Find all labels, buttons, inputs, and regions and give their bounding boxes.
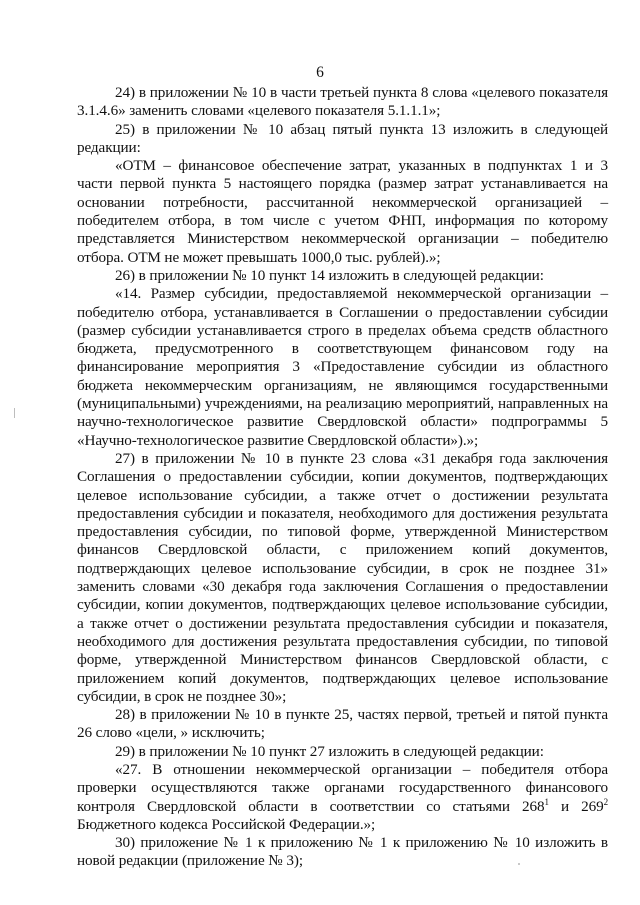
- paragraph-item-25: 25) в приложении № 10 абзац пятый пункта 13 изложить в следующей редакции:: [77, 120, 608, 156]
- paragraph-quote-26: «14. Размер субсидии, предоставляемой некоммерческой организации – победителю отбора, устанавливается в Соглашении о предоставлении субсидии (размер субсидии устанавливается строго в пределах объема средств областного бюджета, предусмотренного в соответствующем финансовом году на финансирование мероприятия 3 «Предоставление субсидии из областного бюджета некоммерческим организациям, не являющимся государственными (муниципальными) учреждениями, на реализацию мероприятий, направленных на научно-технологическое развитие Свердловской области» подпрограммы 5 «Научно-технологическое развитие Свердловской области»).»;: [77, 285, 608, 449]
- paragraph-item-28: 28) в приложении № 10 в пункте 25, частях первой, третьей и пятой пункта 26 слово «цели, » исключить;: [77, 706, 608, 742]
- quote-29-before: «27. В отношении некоммерческой организации – победителя отбора проверки осуществляются также органами государственного финансового контроля Свердловской области в соответствии со статьями 268: [77, 760, 608, 815]
- paragraph-item-27: 27) в приложении № 10 в пункте 23 слова «31 декабря года заключения Соглашения о предоставлении субсидии, копии документов, подтверждающих целевое использование субсидии, а также отчет о достижении результата предоставления субсидии и показателя, необходимого для достижения результата предоставления субсидии, по типовой форме, утвержденной Министерством финансов Свердловской области, с приложением копий документов, подтверждающих целевое использование субсидии, в срок не позднее 31» заменить словами «30 декабря года заключения Соглашения о предоставлении субсидии, копии документов, подтверждающих целевое использование субсидии, а также отчет о достижении результата предоставления субсидии и показателя, необходимого для достижения результата предоставления субсидии, по типовой форме, утвержденной Министерством финансов Свердловской области, с приложением копий документов, подтверждающих целевое использование субсидии, в срок не позднее 30»;: [77, 449, 608, 705]
- paragraph-item-29: 29) в приложении № 10 пункт 27 изложить в следующей редакции:: [115, 742, 544, 760]
- paragraph-item-30: 30) приложение № 1 к приложению № 1 к приложению № 10 изложить в новой редакции (приложение № 3);: [77, 834, 608, 870]
- quote-29-middle: и 269: [548, 797, 604, 815]
- margin-mark: [14, 408, 15, 418]
- paragraph-item-24: 24) в приложении № 10 в части третьей пункта 8 слова «целевого показателя 3.1.4.6» заменить словами «целевого показателя 5.1.1.1»;: [77, 84, 608, 120]
- paragraph-quote-29: [77, 761, 608, 834]
- superscript-1: 1: [544, 796, 549, 807]
- superscript-2: 2: [603, 796, 609, 807]
- scan-dot: [518, 863, 520, 865]
- quote-29-after: Бюджетного кодекса Российской Федерации.»;: [77, 815, 376, 833]
- document-body: [77, 84, 608, 871]
- paragraph-quote-25: «ОТМ – финансовое обеспечение затрат, указанных в подпунктах 1 и 3 части первой пункта 5 настоящего порядка (размер затрат устанавливается на основании потребности, рассчитанной некоммерческой организацией – победителем отбора, в том числе с учетом ФНП, информация по которому представляется Министерством некоммерческой организации – победителю отбора. ОТМ не может превышать 1000,0 тыс. рублей).»;: [77, 157, 608, 266]
- paragraph-item-26: 26) в приложении № 10 пункт 14 изложить в следующей редакции:: [115, 266, 544, 284]
- page-number: 6: [316, 64, 324, 81]
